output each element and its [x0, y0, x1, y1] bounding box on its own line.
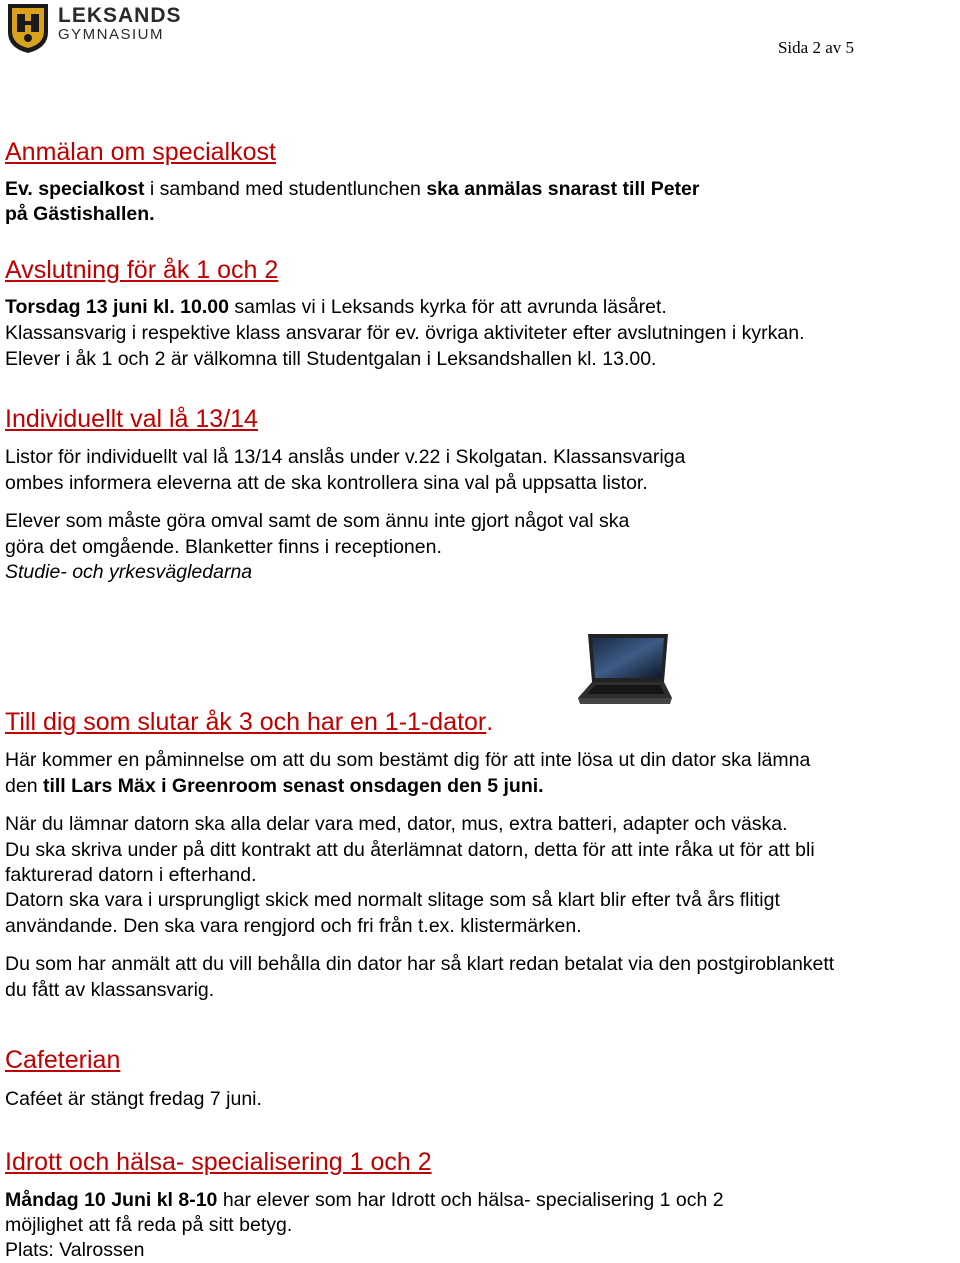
paragraph-line: Du ska skriva under på ditt kontrakt att du återlämnat datorn, detta för att inte råka ut för att bli	[5, 839, 815, 861]
paragraph-line: fakturerad datorn i efterhand.	[5, 864, 257, 886]
section-heading-cafeterian: Cafeterian	[5, 1046, 121, 1074]
paragraph-line: Måndag 10 Juni kl 8-10 har elever som har Idrott och hälsa- specialisering 1 och 2	[5, 1189, 724, 1211]
paragraph-line: den till Lars Mäx i Greenroom senast onsdagen den 5 juni.	[5, 775, 544, 797]
signature-line: Studie- och yrkesvägledarna	[5, 561, 253, 583]
paragraph-line: Caféet är stängt fredag 7 juni.	[5, 1088, 262, 1110]
laptop-icon	[574, 632, 674, 708]
paragraph-line: Torsdag 13 juni kl. 10.00 samlas vi i Leksands kyrka för att avrunda läsåret.	[5, 296, 667, 318]
paragraph-line: du fått av klassansvarig.	[5, 979, 215, 1001]
paragraph-line: på Gästishallen.	[5, 203, 155, 225]
section-heading-avslutning: Avslutning för åk 1 och 2	[5, 256, 279, 284]
paragraph-line: Klassansvarig i respektive klass ansvarar för ev. övriga aktiviteter efter avslutningen i kyrkan.	[5, 322, 805, 344]
logo-line-1: LEKSANDS	[58, 4, 182, 27]
page-indicator: Sida 2 av 5	[777, 38, 854, 57]
paragraph-line: Elever i åk 1 och 2 är välkomna till Studentgalan i Leksandshallen kl. 13.00.	[5, 348, 657, 370]
paragraph-line: ombes informera eleverna att de ska kontrollera sina val på uppsatta listor.	[5, 472, 648, 494]
school-logo	[4, 2, 182, 54]
paragraph-line: möjlighet att få reda på sitt betyg.	[5, 1214, 293, 1236]
school-crest-icon	[4, 2, 52, 54]
paragraph-line: Ev. specialkost i samband med studentlunchen ska anmälas snarast till Peter	[5, 178, 700, 200]
logo-line-2: GYMNASIUM	[58, 26, 165, 43]
paragraph-line: Plats: Valrossen	[5, 1239, 145, 1261]
paragraph-line: När du lämnar datorn ska alla delar vara med, dator, mus, extra batteri, adapter och väska.	[5, 813, 788, 835]
paragraph-line: Datorn ska vara i ursprungligt skick med normalt slitage som så klart blir efter två års flitigt	[5, 889, 780, 911]
paragraph-line: göra det omgående. Blanketter finns i receptionen.	[5, 536, 442, 558]
laptop-image	[574, 632, 674, 708]
paragraph-line: Listor för individuellt val lå 13/14 anslås under v.22 i Skolgatan. Klassansvariga	[5, 446, 686, 468]
section-heading-dator: Till dig som slutar åk 3 och har en 1-1-dator.	[5, 708, 494, 736]
paragraph-line: användande. Den ska vara rengjord och fri från t.ex. klistermärken.	[5, 915, 582, 937]
section-heading-individuellt-val: Individuellt val lå 13/14	[5, 405, 258, 433]
paragraph-line: Elever som måste göra omval samt de som ännu inte gjort något val ska	[5, 510, 630, 532]
paragraph-line: Här kommer en påminnelse om att du som bestämt dig för att inte lösa ut din dator ska lämna	[5, 749, 811, 771]
section-heading-idrott: Idrott och hälsa- specialisering 1 och 2	[5, 1148, 432, 1176]
section-heading-specialkost: Anmälan om specialkost	[5, 138, 276, 166]
paragraph-line: Du som har anmält att du vill behålla din dator har så klart redan betalat via den postgiroblankett	[5, 953, 835, 975]
